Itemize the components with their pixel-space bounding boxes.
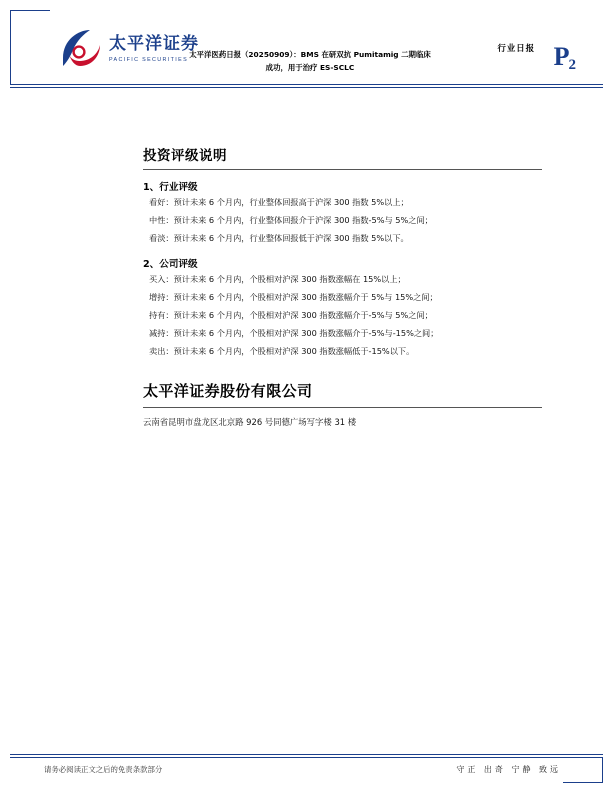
company-address: 云南省昆明市盘龙区北京路 926 号同德广场写字楼 31 楼 xyxy=(143,417,357,427)
logo-name-en: PACIFIC SECURITIES xyxy=(109,57,189,63)
company-logo xyxy=(60,28,199,70)
page-number-letter: P xyxy=(553,42,570,71)
rating-line: 看淡：预计未来 6 个月内，行业整体回报低于沪深 300 指数 5%以下。 xyxy=(149,233,409,243)
footer-slogan: 守正 出奇 宁静 致远 xyxy=(456,765,561,774)
header-border-left-top xyxy=(10,10,50,11)
rating-line: 看好：预计未来 6 个月内，行业整体回报高于沪深 300 指数 5%以上； xyxy=(149,197,409,207)
header-rule-thick xyxy=(10,84,603,85)
footer-disclaimer: 请务必阅读正文之后的免责条款部分 xyxy=(44,765,163,774)
header-rule-thin xyxy=(10,87,603,88)
page-header xyxy=(0,0,613,92)
company-rating-heading: 2、公司评级 xyxy=(143,259,198,270)
main-content xyxy=(143,144,543,428)
category-label: 行业日报 xyxy=(497,43,535,53)
header-border-left xyxy=(10,10,11,84)
logo-name-cn: 太平洋证券 xyxy=(109,34,199,54)
footer-border-right xyxy=(602,757,603,783)
rating-line: 中性：预计未来 6 个月内，行业整体回报介于沪深 300 指数-5%与 5%之间； xyxy=(149,215,433,225)
company-divider xyxy=(143,407,542,408)
footer-rule-thick xyxy=(10,757,603,758)
footer-rule-thin xyxy=(10,754,603,755)
rating-line: 减持：预计未来 6 个月内，个股相对沪深 300 指数涨幅介于-5%与-15%之间； xyxy=(149,328,439,338)
footer-border-right-bottom xyxy=(563,782,603,783)
rating-line: 卖出：预计未来 6 个月内，个股相对沪深 300 指数涨幅低于-15%以下。 xyxy=(149,346,415,356)
header-category xyxy=(498,36,562,55)
section-title: 投资评级说明 xyxy=(143,148,227,164)
page-number xyxy=(554,44,577,74)
document-title: 太平洋医药日报（20250909）：BMS 在研双抗 Pumitamig 二期临床成功，用于治疗 ES-SCLC xyxy=(189,50,431,72)
industry-rating-heading: 1、行业评级 xyxy=(143,182,198,193)
section-title-divider xyxy=(143,169,542,170)
pacific-securities-logo-icon xyxy=(60,28,102,70)
rating-line: 增持：预计未来 6 个月内，个股相对沪深 300 指数涨幅介于 5%与 15%之间； xyxy=(149,292,438,302)
rating-line: 持有：预计未来 6 个月内，个股相对沪深 300 指数涨幅介于-5%与 5%之间； xyxy=(149,310,433,320)
page-number-value: 2 xyxy=(568,57,576,73)
company-info xyxy=(143,380,543,428)
company-name: 太平洋证券股份有限公司 xyxy=(143,382,313,400)
rating-line: 买入：预计未来 6 个月内，个股相对沪深 300 指数涨幅在 15%以上； xyxy=(149,274,406,284)
